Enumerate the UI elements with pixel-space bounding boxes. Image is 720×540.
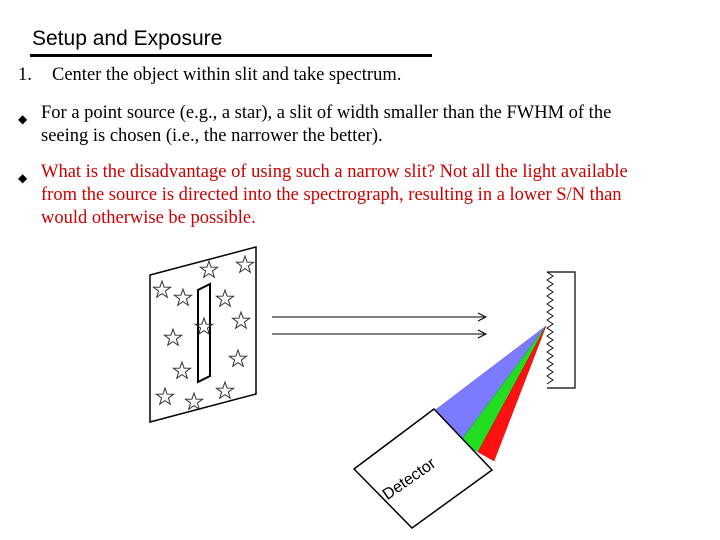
step-number: 1. xyxy=(18,65,32,85)
light-rays xyxy=(272,313,486,338)
bullet-line: seeing is chosen (i.e., the narrower the better). xyxy=(41,126,383,146)
bullet-line: would otherwise be possible. xyxy=(41,208,256,228)
bullet-line: For a point source (e.g., a star), a slit of width smaller than the FWHM of the xyxy=(41,103,612,123)
diffraction-grating xyxy=(547,272,575,388)
step-text: Center the object within slit and take spectrum. xyxy=(52,65,402,85)
slide-title: Setup and Exposure xyxy=(32,27,223,50)
bullet-line: What is the disadvantage of using such a narrow slit? Not all the light available xyxy=(41,162,628,182)
bullet-line: from the source is directed into the spectrograph, resulting in a lower S/N than xyxy=(41,185,622,205)
detector-label: Detector xyxy=(379,455,440,504)
diamond-bullet-icon: ◆ xyxy=(18,171,28,185)
diamond-bullet-icon: ◆ xyxy=(18,112,28,126)
